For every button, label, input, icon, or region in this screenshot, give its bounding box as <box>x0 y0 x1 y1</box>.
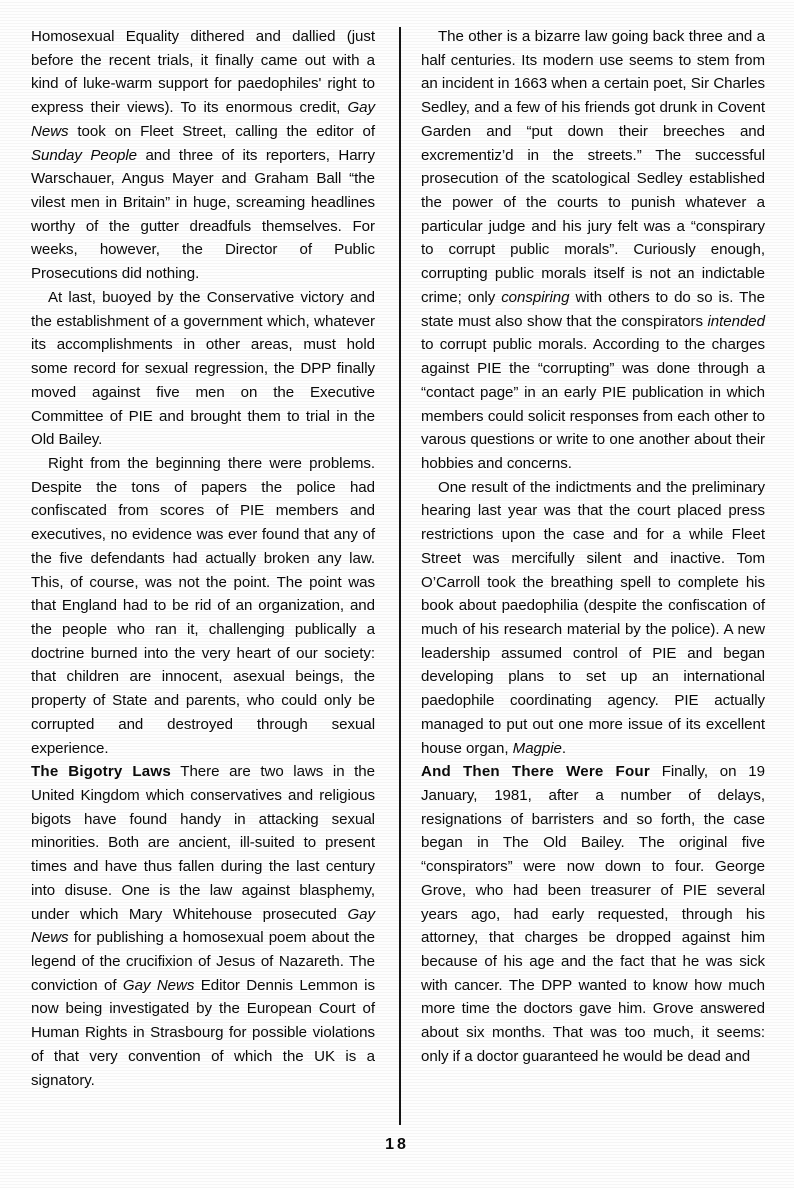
italic-title: Gay News <box>31 99 375 140</box>
body-text-run: There are two laws in the United Kingdom which conservatives and religious bigots have found handy in attacking sexual minorities. Both are ancient, ill-suited to present times and have thus fallen during the last century into disuse. One is the law against blasphemy, under which Mary Whitehouse prosecuted <box>31 763 375 923</box>
paragraph <box>31 286 375 452</box>
italic-title: Magpie <box>512 739 562 757</box>
body-text-run: for publishing a homosexual poem about the legend of the crucifixion of Jesus of Nazareth. The conviction of <box>31 929 375 994</box>
paragraph <box>31 452 375 760</box>
body-text-run: to corrupt public morals. According to the charges against PIE the “corrupting” was done through a “contact page” in an early PIE publication in which members could solicit responses from each other to varous questions or write to one another about their hobbies and concerns. <box>421 336 765 472</box>
body-text-run: Homosexual Equality dithered and dallied (just before the recent trials, it finally came out with a kind of luke-warm support for paedophiles' right to express their views). To its enormous credit, <box>31 28 375 117</box>
page-number: 18 <box>385 1136 409 1153</box>
left-text-column <box>31 25 375 1092</box>
body-text-run: with others to do so is. The state must also show that the conspirators <box>421 288 765 330</box>
article-body <box>31 25 765 1115</box>
paragraph <box>31 25 375 286</box>
paragraph <box>421 760 765 1068</box>
italic-title: intended <box>707 312 765 330</box>
body-text-run: and three of its reporters, Harry Warschauer, Angus Mayer and Graham Ball “the vilest men in Britain” in huge, screaming headlines worthy of the gutter dreadfuls themselves. For weeks, however, the Director of Public Prosecutions did nothing. <box>31 146 376 283</box>
body-text-run: . <box>561 739 567 757</box>
section-subhead: The Bigotry Laws <box>31 763 171 781</box>
body-text-run: Right from the beginning there were problems. Despite the tons of papers the police had confiscated from scores of PIE members and executives, no evidence was ever found that any of the five defendants had actually broken any law. This, of course, was not the point. The point was that England had to be rid of an organization, and the people who ran it, challenging publically a doctrine burned into the very heart of our society: that children are innocent, asexual beings, the property of State and parents, who could only be corrupted and destroyed through sexual experience. <box>31 454 375 757</box>
body-text-run: Editor Dennis Lemmon is now being investigated by the European Court of Human Rights in Strasbourg for possible violations of that very convention of which the UK is a signatory. <box>31 976 375 1089</box>
section-subhead: And Then There Were Four <box>421 763 650 781</box>
italic-title: Gay News <box>122 976 195 994</box>
body-text-run: took on Fleet Street, calling the editor of <box>68 122 375 140</box>
body-text-run: One result of the indictments and the preliminary hearing last year was that the court placed press restrictions upon the case and for a while Fleet Street was mercifully silent and inactive. Tom O’Carroll took the breathing spell to complete his book about paedophilia (despite the confiscation of much of his research material by the police). A new leadership assumed control of PIE and began developing plans to set up an international paedophile coordinating agency. PIE actually managed to put out one more issue of its excellent house organ, <box>421 478 765 757</box>
body-text-run: The other is a bizarre law going back three and a half centuries. Its modern use seems to stem from an incident in 1663 when a certain poet, Sir Charles Sedley, and a few of his friends got drunk in Covent Garden and “put down their breeches and excrementiz’d in the streets.” The successful prosecution of the scatological Sedley established the power of the courts to punish whatever a particular judge and his jury felt was a “conspirary to corrupt public morals”. Curiously enough, corrupting public morals itself is not an indictable crime; only <box>421 28 765 306</box>
italic-title: conspiring <box>501 288 570 306</box>
paragraph <box>421 476 765 761</box>
body-text-run: At last, buoyed by the Conservative victory and the establishment of a government which, whatever its accomplishments in other areas, must hold some record for sexual regression, the DPP finally moved against five men on the Executive Committee of PIE and brought them to trial in the Old Bailey. <box>31 288 375 449</box>
italic-title: Gay News <box>31 905 375 947</box>
paragraph <box>421 25 765 476</box>
paragraph <box>31 760 375 1092</box>
right-text-column <box>421 25 765 1069</box>
body-text-run: Finally, on 19 January, 1981, after a number of delays, resignations of barristers and so forth, the case began in The Old Bailey. The original five “conspirators” were now down to four. George Grove, who had been treasurer of PIE several years ago, had early requested, through his attorney, that charges be dropped against him because of his age and the fact that he was sick with cancer. The DPP wanted to know how much more time the doctors gave him. Grove answered about six months. That was too much, it seems: only if a doctor guaranteed he would be dead and <box>421 763 765 1065</box>
italic-title: Sunday People <box>31 146 138 164</box>
